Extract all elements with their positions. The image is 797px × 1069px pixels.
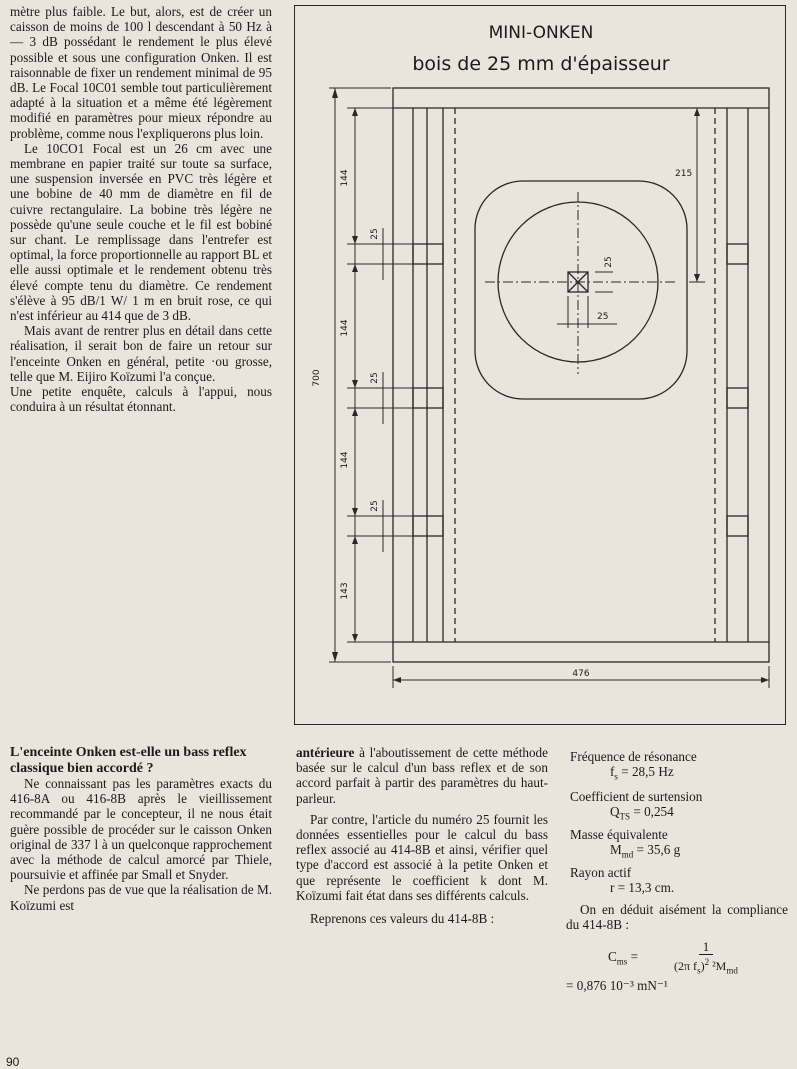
- paragraph: Par contre, l'article du numéro 25 fournit les données essentielles pour le calcul du bass reflex associé au 414-8B et ainsi, vérifier quel type d'accord est associé à la petite Onken et que représente le coefficient k dont M. Koïzumi fait état dans ses différents calculs.: [296, 811, 548, 903]
- dim-label-seg2: 144: [340, 319, 350, 337]
- param-label: Coefficient de surtension: [570, 789, 703, 805]
- enclosure-drawing-svg: [295, 6, 787, 726]
- cabinet-outline: [393, 88, 769, 662]
- enclosure-drawing: [294, 5, 786, 725]
- paragraph: Reprenons ces valeurs du 414-8B :: [310, 911, 495, 927]
- bold-word: antérieure: [296, 745, 355, 760]
- paragraph: Le 10CO1 Focal est un 26 cm avec une membrane en papier traité sur toute sa surface, une suspension inversée en PVC très légère et une bobine de 40 mm de diamètre en fil de cuivre rectangulaire. La bobine très légère ne possède qu'une seule couche et le fil est bobiné sur chant. Le remplissage dans l'entrefer est optimal, la force proportionnelle au rapport BL et elle aussi optimale et le rendement obtenu très élevé compte tenu du diamètre. Ce rendement s'élève à 95 dB/1 W/ 1 m en bruit rose, ce qui n'est inférieur au 414 que de 3 dB.: [10, 140, 272, 324]
- page-number: 90: [6, 1055, 20, 1069]
- dim-label-slot1: 25: [370, 228, 380, 240]
- text-column-right: [566, 749, 788, 994]
- text-column-middle: [296, 745, 548, 926]
- param-label: Fréquence de résonance: [570, 749, 697, 764]
- dim-label-seg4: 143: [340, 582, 350, 600]
- param-label: Rayon actif: [570, 865, 632, 881]
- vent-slot: [413, 244, 443, 264]
- formula-result: = 0,876 10⁻³ mN⁻¹: [566, 978, 668, 994]
- param-label: Masse équivalente: [570, 827, 668, 843]
- drawing-title: MINI-ONKEN: [488, 23, 594, 43]
- dim-label-slot3: 25: [370, 500, 380, 512]
- paragraph: Mais avant de rentrer plus en détail dans cette réalisation, il serait bon de faire un retour sur l'enceinte Onken en général, petite ·ou grosse, telle que M. Eijiro Koïzumi l'a conçue.: [10, 323, 272, 384]
- dim-label-center-v: 25: [604, 256, 614, 268]
- vent-slot: [413, 388, 443, 408]
- dim-label-height: 700: [312, 369, 322, 387]
- param-value: $M_{md} = 35,6$ g: [610, 842, 681, 860]
- section-heading: L'enceinte Onken est-elle un bass reflex classique bien accordé ?: [10, 745, 247, 776]
- param-value: $Q_{TS} = 0,254$: [610, 804, 674, 822]
- drawing-subtitle: bois de 25 mm d'épaisseur: [412, 53, 670, 75]
- dim-label-slot2: 25: [370, 372, 380, 384]
- vent-slot: [727, 388, 748, 408]
- paragraph: Ne perdons pas de vue que la réalisation de M. Koïzumi est: [10, 882, 272, 913]
- paragraph-rest: à l'aboutissement de cette méthode basée sur le calcul d'un bass reflex et de son accord parfait à partir des paramètres du haut-parleur.: [296, 745, 548, 806]
- driver-panel: [475, 181, 687, 399]
- text-column-left-top: [10, 4, 272, 414]
- formula-numerator: 1: [699, 940, 714, 955]
- param-value: r = 13,3 cm.: [610, 880, 675, 896]
- formula-denominator: (2π $f_s)^2$ $^2M_{md}$: [674, 956, 738, 976]
- paragraph: mètre plus faible. Le but, alors, est de créer un caisson de moins de 100 l descendant à 50 Hz à — 3 dB possédant le rendement le plus élevé possible et sous une configuration Onken. Il est raisonnable de fixer un rendement minimal de 95 dB. Le Focal 10C01 semble tout particulièrement adapté à la situation et a même été légèrement modifié en paramètres pour mieux répondre au problème, comme nous l'expliquerons plus loin.: [10, 4, 272, 141]
- paragraph: [296, 745, 548, 806]
- dim-label-width: 476: [572, 669, 590, 679]
- text-column-left-bottom: [10, 745, 272, 913]
- paragraph: Ne connaissant pas les paramètres exacts du 416-8A ou 416-8B après le vieillissement recommandé par le concepteur, il ne nous était guère possible de procéder sur le caisson Onken original de 337 l à un quelconque rapprochement avec la méthode de calcul amorcé par Thiele, poursuivie et affinée par Small et Snyder.: [10, 776, 272, 883]
- paragraph: Une petite enquête, calculs à l'appui, nous conduira à un résultat étonnant.: [10, 384, 272, 415]
- dim-label-seg1: 144: [340, 169, 350, 187]
- vent-slot: [727, 516, 748, 536]
- paragraph: On en déduit aisément la compliance du 414-8B :: [566, 901, 788, 932]
- dim-label-seg3: 144: [340, 451, 350, 469]
- vent-slot: [413, 516, 443, 536]
- vent-slot: [727, 244, 748, 264]
- compliance-formula: $C_{ms}$ = $\frac{1}{(2\pi f_s)^2 ^2M_{md}}$: [608, 940, 788, 978]
- param-value: $f_s = 28,5$ Hz: [610, 764, 674, 782]
- dim-label-driver-offset: 215: [675, 169, 693, 179]
- dim-label-center-h: 25: [597, 312, 609, 322]
